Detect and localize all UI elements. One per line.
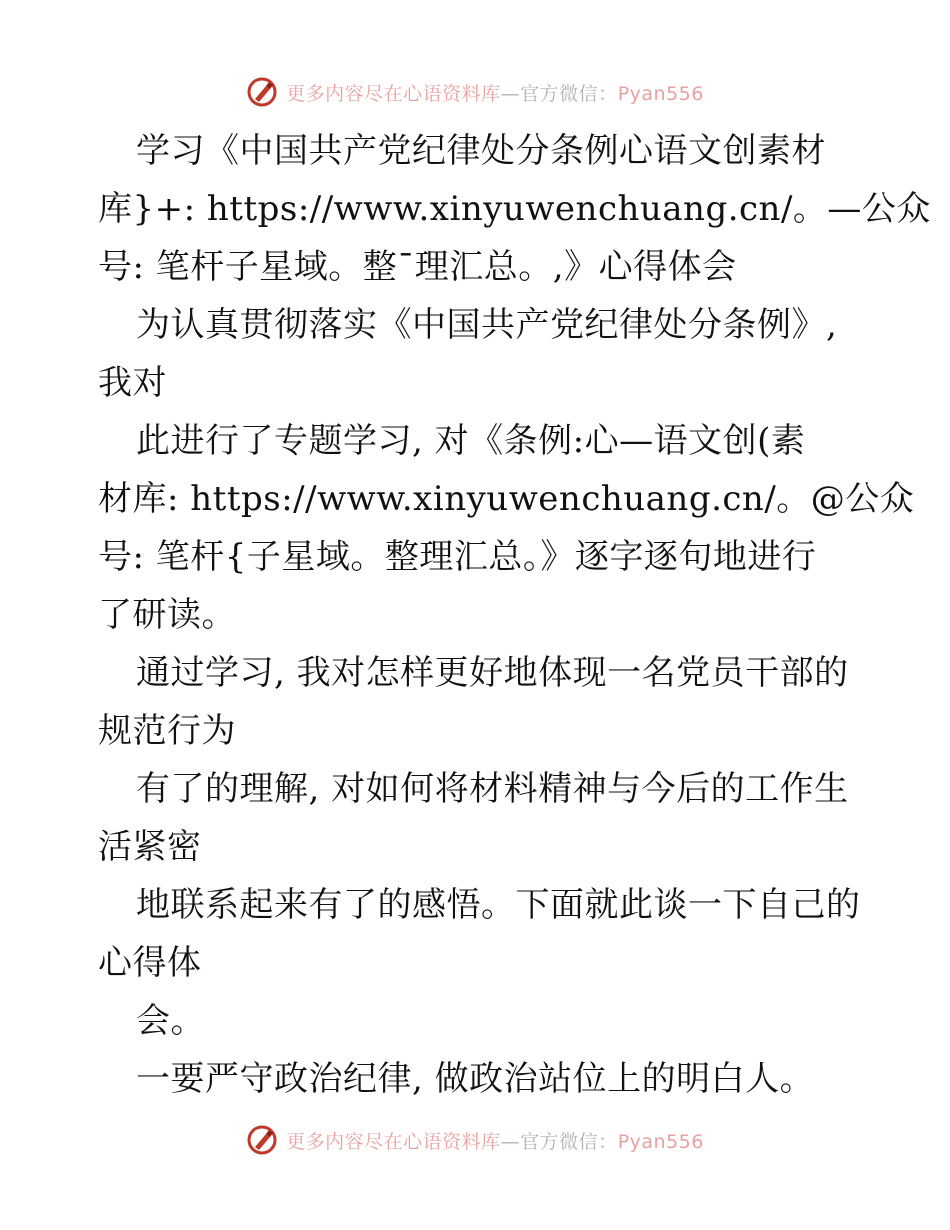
footer-watermark-text	[286, 1127, 704, 1154]
text-line: 了研读。	[98, 595, 236, 635]
text-line: 有了的理解, 对如何将材料精神与今后的工作生	[136, 769, 849, 809]
footer-watermark-dash: —	[500, 1130, 521, 1153]
text-line: 号: 笔杆{子星域。整理汇总。》逐字逐句地进行	[98, 537, 817, 577]
pen-logo-icon	[246, 76, 278, 108]
header-watermark-dash: —	[500, 82, 521, 105]
text-line: 材库: https://www.xinyuwenchuang.cn/。@公众	[98, 479, 915, 519]
header-watermark-main: 更多内容尽在心语资料库	[286, 82, 501, 105]
header-watermark-text	[286, 79, 704, 106]
footer-watermark-label: 官方微信：	[520, 1130, 618, 1153]
text-line: 我对	[98, 363, 167, 403]
text-line: 心得体	[98, 943, 202, 983]
footer-watermark	[0, 1120, 950, 1160]
footer-watermark-main: 更多内容尽在心语资料库	[286, 1130, 501, 1153]
document-body	[98, 122, 931, 1108]
text-line: 通过学习, 我对怎样更好地体现一名党员干部的	[136, 653, 849, 693]
text-line: 此进行了专题学习, 对《条例:心—语文创(素	[136, 421, 806, 461]
footer-watermark-id: Pyan556	[617, 1130, 704, 1153]
header-watermark-label: 官方微信：	[520, 82, 618, 105]
text-line: 学习《中国共产党纪律处分条例心语文创素材	[136, 131, 826, 171]
text-line: 号: 笔杆子星域。整¯理汇总。,》心得体会	[98, 247, 737, 287]
text-line: 会。	[136, 1001, 205, 1041]
text-line: 地联系起来有了的感悟。下面就此谈一下自己的	[136, 885, 861, 925]
pen-logo-icon	[246, 1124, 278, 1156]
text-line: 规范行为	[98, 711, 236, 751]
text-line: 为认真贯彻落实《中国共产党纪律处分条例》,	[136, 305, 838, 345]
header-watermark	[0, 72, 950, 112]
text-line: 一要严守政治纪律, 做政治站位上的明白人。	[136, 1059, 815, 1099]
text-line: 库}+: https://www.xinyuwenchuang.cn/。—公众	[98, 189, 931, 229]
text-line: 活紧密	[98, 827, 202, 867]
header-watermark-id: Pyan556	[617, 82, 704, 105]
